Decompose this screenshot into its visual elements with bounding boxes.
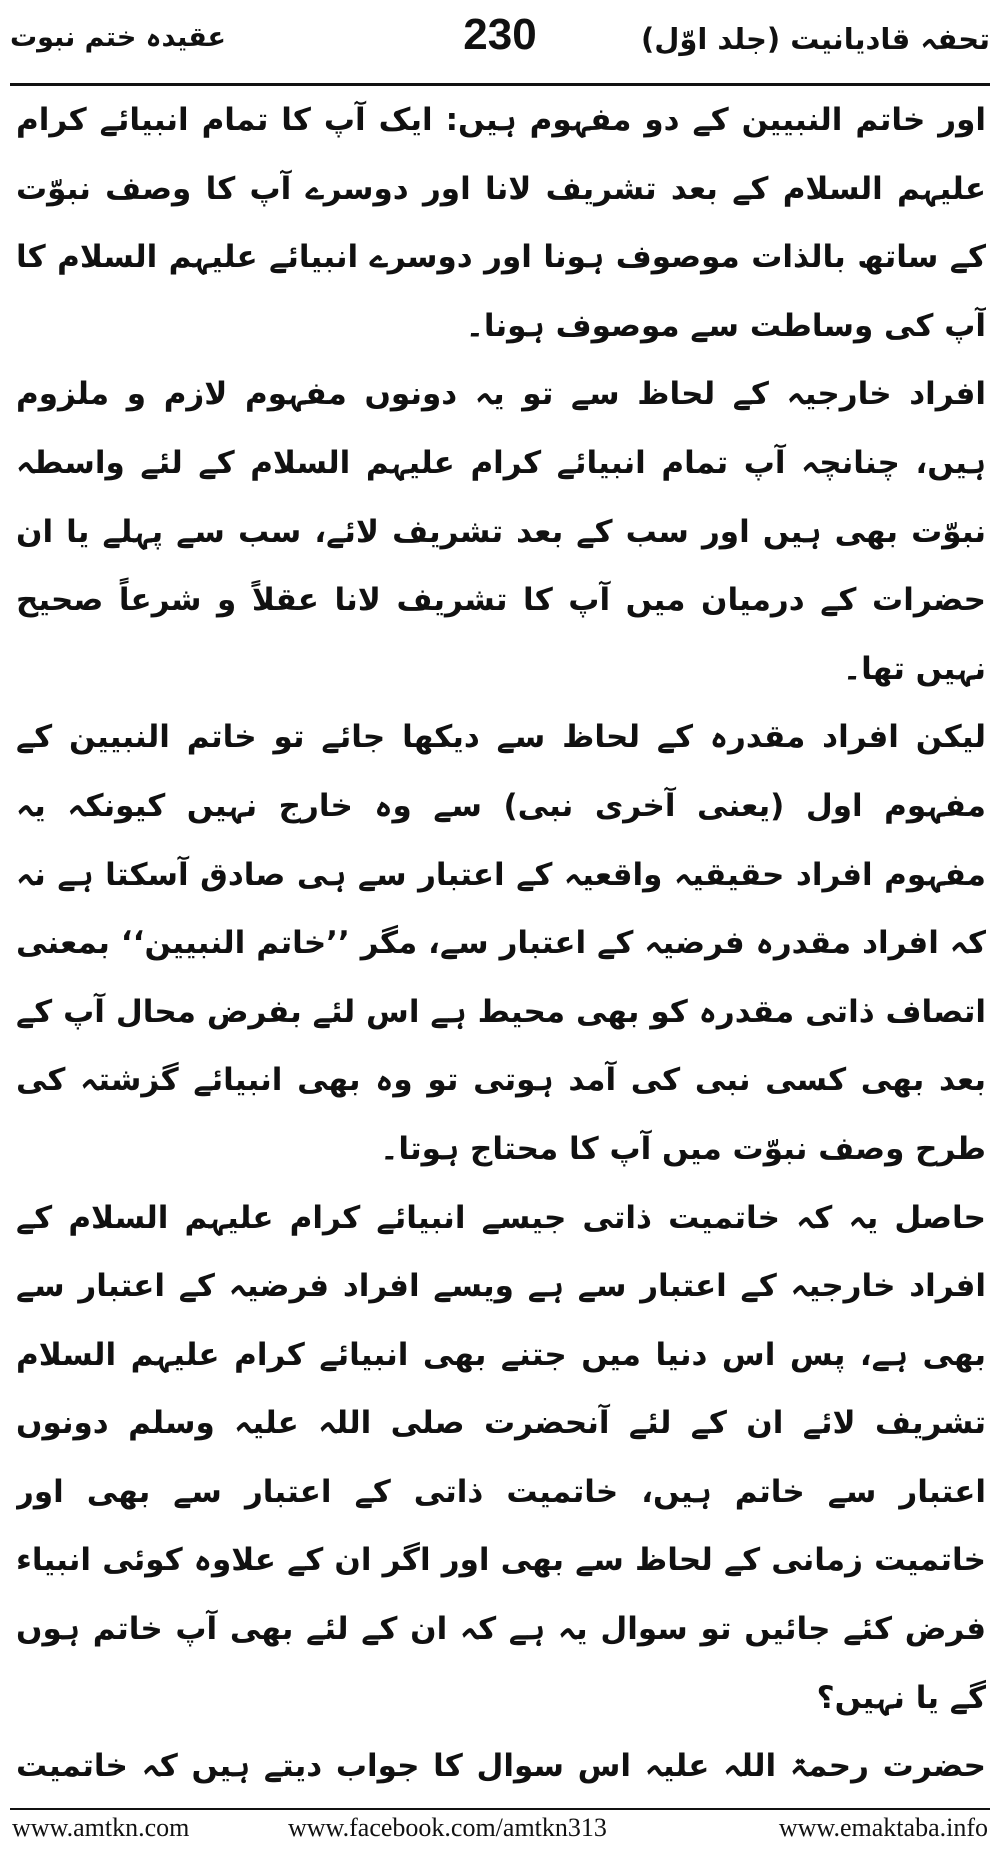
paragraph: اور خاتم النبیین کے دو مفہوم ہیں: ایک آپ کا تمام انبیائے کرام علیہم السلام کے بعد تشریف لانا اور دوسرے آپ کا وصف نبوّت کے ساتھ بالذات موصوف ہونا اور دوسرے انبیائے علیہم السلام کا آپ کی وساطت سے موصوف ہونا۔: [16, 102, 986, 344]
paragraph: لیکن افراد مقدرہ کے لحاظ سے دیکھا جائے تو خاتم النبیین کے مفہوم اول (یعنی آخری نبی) سے وہ خارج نہیں کیونکہ یہ مفہوم افراد حقیقیہ واقعیہ کے اعتبار سے ہی صادق آسکتا ہے نہ کہ افراد مقدرہ فرضیہ کے اعتبار سے، مگر ’’خاتم النبیین‘‘ بمعنی اتصاف ذاتی مقدرہ کو بھی محیط ہے اس لئے بفرض محال آپ کے بعد بھی کسی نبی کی آمد ہوتی تو وہ بھی انبیائے گزشتہ کی طرح وصف نبوّت میں آپ کا محتاج ہوتا۔: [16, 719, 986, 1167]
chapter-title: عقیدہ ختم نبوت: [10, 22, 226, 53]
footer-divider: [10, 1808, 990, 1810]
paragraph: افراد خارجیہ کے لحاظ سے تو یہ دونوں مفہوم لازم و ملزوم ہیں، چنانچہ آپ تمام انبیائے کرام علیہم السلام کے لئے واسطہ نبوّت بھی ہیں اور سب کے بعد تشریف لائے، سب سے پہلے یا ان حضرات کے درمیان میں آپ کا تشریف لانا عقلاً و شرعاً صحیح نہیں تھا۔: [16, 376, 986, 687]
paragraph: حضرت رحمۃ اللہ علیہ اس سوال کا جواب دیتے ہیں کہ خاتمیت: [16, 1748, 986, 1785]
book-title: تحفہ قادیانیت (جلد اوّل): [640, 22, 990, 56]
page-number: 230: [463, 10, 537, 59]
page-footer: [12, 1813, 988, 1847]
page-body: [16, 86, 986, 1804]
footer-link-amtkn[interactable]: www.amtkn.com: [12, 1813, 190, 1842]
footer-link-emaktaba[interactable]: www.emaktaba.info: [778, 1813, 988, 1842]
page-header: [10, 4, 990, 82]
footer-link-facebook[interactable]: www.facebook.com/amtkn313: [288, 1813, 607, 1842]
paragraph: حاصل یہ کہ خاتمیت ذاتی جیسے انبیائے کرام علیہم السلام کے افراد خارجیہ کے اعتبار سے ہے ویسے افراد فرضیہ کے اعتبار سے بھی ہے، پس اس دنیا میں جتنے بھی انبیائے کرام علیہم السلام تشریف لائے ان کے لئے آنحضرت صلی اللہ علیہ وسلم دونوں اعتبار سے خاتم ہیں، خاتمیت ذاتی کے اعتبار سے بھی اور خاتمیت زمانی کے لحاظ سے بھی اور اگر ان کے علاوہ کوئی انبیاء فرض کئے جائیں تو سوال یہ ہے کہ ان کے لئے بھی آپ خاتم ہوں گے یا نہیں؟: [16, 1199, 986, 1716]
